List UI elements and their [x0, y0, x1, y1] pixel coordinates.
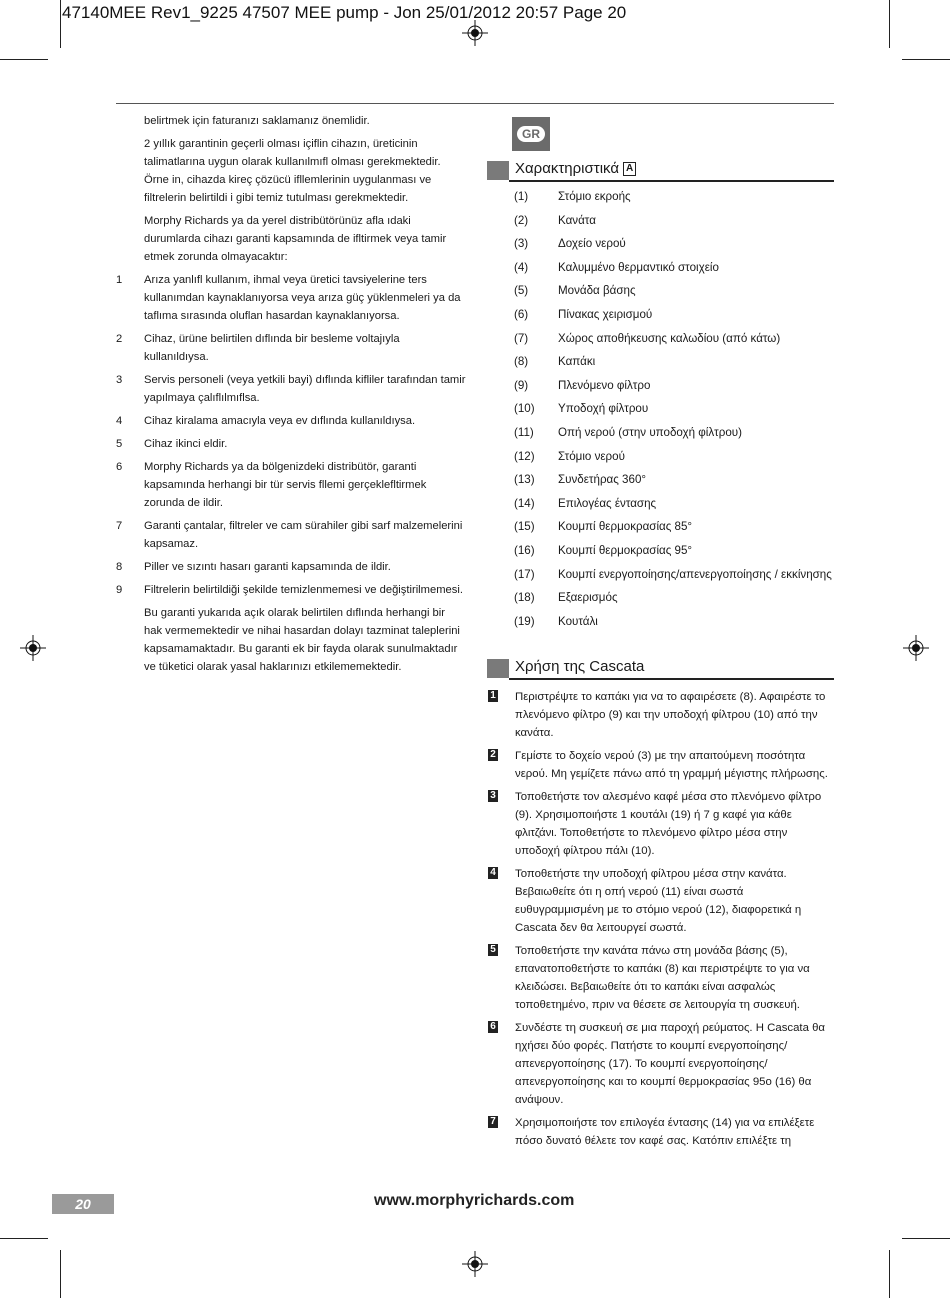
list-item — [116, 517, 466, 553]
feature-item — [514, 214, 844, 238]
step-item — [487, 1019, 834, 1109]
feature-item — [514, 591, 844, 615]
list-item — [116, 558, 466, 576]
step-text: Τοποθετήστε την υποδοχή φίλτρου μέσα στην κανάτα. Βεβαιωθείτε ότι η οπή νερού (11) είναι σωστά ευθυγραμμισμένη με το στόμιο νερού (12), διαφορετικά η Cascata δεν θα λειτουργεί σωστά. — [515, 868, 802, 934]
feature-item — [514, 426, 844, 450]
list-item — [116, 458, 466, 512]
list-number: 6 — [116, 461, 123, 473]
registration-mark-icon — [20, 635, 46, 661]
feature-number: (16) — [514, 543, 535, 557]
feature-label: Στόμιο εκροής — [558, 190, 631, 203]
usage-steps — [487, 688, 834, 1155]
feature-number: (6) — [514, 307, 529, 321]
feature-label: Πλενόμενο φίλτρο — [558, 378, 651, 392]
step-item — [487, 688, 834, 742]
feature-item — [514, 402, 844, 426]
feature-item — [514, 450, 844, 474]
list-text: Filtrelerin belirtildiği şekilde temizlenmemesi ve değiştirilmemesi. — [144, 584, 463, 596]
feature-item — [514, 615, 844, 639]
list-number: 1 — [116, 274, 123, 286]
list-item — [116, 271, 466, 325]
list-number: 9 — [116, 584, 123, 596]
warranty-column — [116, 112, 466, 681]
feature-item — [514, 237, 844, 261]
crop-mark — [0, 1238, 48, 1239]
step-text: Περιστρέψτε το καπάκι για να το αφαιρέσετε (8). Αφαιρέστε το πλενόμενο φίλτρο (9) και την υποδοχή φίλτρου (10) από την κανάτα. — [515, 691, 826, 739]
feature-number: (5) — [514, 284, 529, 298]
list-text: Garanti çantalar, filtreler ve cam sürahiler gibi sarf malzemelerini kapsamaz. — [144, 520, 463, 550]
feature-number: (8) — [514, 355, 529, 369]
paragraph: 2 yıllık garantinin geçerli olması içiflin cihazın, üreticinin talimatlarına uygun olarak kullanılmıfl olması gerekmektedir. Örne in, cihazda kireç çözücü ifllemlerinin uygulanması ve filtrelerin belirtildi i gibi temiz tutulması gerekmektedir. — [144, 138, 441, 204]
list-item — [116, 371, 466, 407]
section-title — [515, 160, 636, 178]
registration-mark-icon — [462, 20, 488, 46]
feature-item — [514, 544, 844, 568]
feature-number: (7) — [514, 331, 529, 345]
feature-label: Οπή νερού (στην υποδοχή φίλτρου) — [558, 425, 742, 439]
features-title: Χαρακτηριστικά — [515, 160, 620, 177]
feature-label: Επιλογέας έντασης — [558, 496, 657, 510]
feature-label: Κουμπί ενεργοποίησης/απενεργοποίησης / εκκίνησης — [558, 567, 832, 581]
step-item — [487, 747, 834, 783]
crop-mark — [902, 59, 950, 60]
list-item — [116, 435, 466, 453]
paragraph: belirtmek için faturanızı saklamanız önemlidir. — [144, 115, 370, 127]
feature-number: (2) — [514, 213, 529, 227]
feature-item — [514, 190, 844, 214]
closing-paragraph: Bu garanti yukarıda açık olarak belirtilen dıflında herhangi bir hak vermemektedir ve nihai hasardan dolayı tazminat taleplerini kapsamamaktadır. Bu garanti ek bir fayda olarak sunulmaktadır ve tüketici olarak yasal haklarınızı etkilememektedir. — [144, 607, 460, 673]
list-number: 8 — [116, 561, 123, 573]
heading-bar — [487, 659, 509, 678]
features-list — [514, 190, 844, 638]
list-number: 3 — [116, 374, 123, 386]
step-number: 7 — [488, 1116, 498, 1128]
feature-item — [514, 261, 844, 285]
step-text: Γεμίστε το δοχείο νερού (3) με την απαιτούμενη ποσότητα νερού. Μη γεμίζετε πάνω από τη γραμμή μέγιστης πλήρωσης. — [515, 750, 828, 780]
crop-mark — [60, 1250, 61, 1298]
heading-underline — [509, 180, 834, 182]
feature-number: (9) — [514, 378, 529, 392]
feature-label: Στόμιο νερού — [558, 449, 625, 463]
usage-title: Χρήση της Cascata — [515, 658, 645, 675]
features-heading — [487, 160, 834, 182]
step-item — [487, 1114, 834, 1150]
step-number: 5 — [488, 944, 498, 956]
figure-marker: A — [623, 162, 636, 176]
step-number: 4 — [488, 867, 498, 879]
feature-item — [514, 520, 844, 544]
print-slug: 47140MEE Rev1_9225 47507 MEE pump - Jon 25/01/2012 20:57 Page 20 — [62, 3, 627, 22]
step-item — [487, 942, 834, 1014]
website-link[interactable]: www.morphyrichards.com — [374, 1192, 575, 1209]
list-text: Arıza yanlıfl kullanım, ihmal veya üretici tavsiyelerine ters kullanımdan kaynaklanıyorsa veya arıza güç yüklenmeleri ya da taflıma sırasında oluflan hasardan kaynaklanıyorsa. — [144, 274, 461, 322]
step-text: Τοποθετήστε την κανάτα πάνω στη μονάδα βάσης (5), επανατοποθετήστε το καπάκι (8) και περιστρέψτε το για να κλειδώσει. Βεβαιωθείτε ότι το καπάκι είναι ασφαλώς τοποθετημένο, πριν να θέσετε σε λειτουργία τη συσκευή. — [515, 945, 810, 1011]
feature-item — [514, 473, 844, 497]
step-number: 2 — [488, 749, 498, 761]
list-item — [116, 412, 466, 430]
crop-mark — [889, 1250, 890, 1298]
feature-label: Καλυμμένο θερμαντικό στοιχείο — [558, 260, 719, 274]
feature-number: (19) — [514, 614, 535, 628]
step-item — [487, 865, 834, 937]
feature-label: Χώρος αποθήκευσης καλωδίου (από κάτω) — [558, 331, 781, 345]
list-item — [116, 330, 466, 366]
feature-number: (17) — [514, 567, 535, 581]
paragraph: Morphy Richards ya da yerel distribütörünüz afla ıdaki durumlarda cihazı garanti kapsamında de ifltirmek veya tamir etmek zorunda olmayacaktır: — [144, 215, 447, 263]
feature-item — [514, 284, 844, 308]
step-text: Συνδέστε τη συσκευή σε μια παροχή ρεύματος. Η Cascata θα ηχήσει δύο φορές. Πατήστε το κουμπί ενεργοποίησης/απενεργοποίησης (17). Το κουμπί ενεργοποίησης/απενεργοποίησης και το κουμπί θερμοκρασίας 95ο (16) θα ανάψουν. — [515, 1022, 826, 1106]
usage-heading — [487, 658, 834, 680]
step-text: Χρησιμοποιήστε τον επιλογέα έντασης (14) για να επιλέξετε πόσο δυνατό θέλετε τον καφέ σας. Κατόπιν επιλέξτε τη — [515, 1117, 815, 1147]
list-text: Piller ve sızıntı hasarı garanti kapsamında de ildir. — [144, 561, 391, 573]
feature-label: Εξαερισμός — [558, 591, 618, 605]
crop-mark — [889, 0, 890, 48]
feature-number: (13) — [514, 473, 535, 487]
language-badge — [512, 117, 550, 151]
crop-mark — [902, 1238, 950, 1239]
feature-number: (11) — [514, 425, 534, 439]
crop-mark — [0, 59, 48, 60]
list-text: Cihaz, ürüne belirtilen dıflında bir besleme voltajıyla kullanıldıysa. — [144, 333, 400, 363]
step-number: 6 — [488, 1021, 498, 1033]
list-number: 7 — [116, 520, 123, 532]
feature-label: Κουμπί θερμοκρασίας 95° — [558, 543, 693, 557]
feature-item — [514, 497, 844, 521]
step-text: Τοποθετήστε τον αλεσμένο καφέ μέσα στο πλενόμενο φίλτρο (9). Χρησιμοποιήστε 1 κουτάλι (19) ή 7 g καφέ για κάθε φλιτζάνι. Τοποθετήστε το πλενόμενο φίλτρο μέσα στην υποδοχή φίλτρου πάλι (10). — [515, 791, 822, 857]
step-item — [487, 788, 834, 860]
feature-label: Υποδοχή φίλτρου — [558, 402, 649, 416]
feature-item — [514, 355, 844, 379]
registration-mark-icon — [903, 635, 929, 661]
feature-label: Μονάδα βάσης — [558, 284, 636, 298]
feature-item — [514, 568, 844, 592]
feature-number: (10) — [514, 402, 535, 416]
heading-bar — [487, 161, 509, 180]
list-number: 4 — [116, 415, 123, 427]
feature-number: (12) — [514, 449, 535, 463]
crop-mark — [60, 0, 61, 48]
list-text: Morphy Richards ya da bölgenizdeki distribütör, garanti kapsamında herhangi bir tür servis fllemi gerçeklefltirmek zorunda de ildir. — [144, 461, 427, 509]
feature-number: (1) — [514, 190, 529, 203]
feature-item — [514, 379, 844, 403]
feature-item — [514, 308, 844, 332]
heading-underline — [509, 678, 834, 680]
list-number: 2 — [116, 333, 123, 345]
feature-number: (15) — [514, 520, 535, 534]
feature-number: (14) — [514, 496, 535, 510]
list-text: Servis personeli (veya yetkili bayi) dıflında kifliler tarafından tamir yapılmaya çalıflılmıflsa. — [144, 374, 466, 404]
exclusions-list — [116, 271, 466, 599]
feature-item — [514, 332, 844, 356]
feature-label: Κουμπί θερμοκρασίας 85° — [558, 520, 693, 534]
feature-label: Συνδετήρας 360° — [558, 473, 647, 487]
registration-mark-icon — [462, 1251, 488, 1277]
top-rule — [116, 103, 834, 104]
step-number: 1 — [488, 690, 498, 702]
feature-label: Πίνακας χειρισμού — [558, 307, 653, 321]
feature-label: Καπάκι — [558, 355, 596, 369]
list-item — [116, 581, 466, 599]
list-text: Cihaz ikinci eldir. — [144, 438, 228, 450]
language-code: GR — [517, 126, 545, 142]
step-number: 3 — [488, 790, 498, 802]
list-text: Cihaz kiralama amacıyla veya ev dıflında kullanıldıysa. — [144, 415, 416, 427]
feature-number: (3) — [514, 237, 529, 251]
feature-label: Κανάτα — [558, 213, 596, 227]
feature-number: (4) — [514, 260, 529, 274]
feature-label: Κουτάλι — [558, 614, 598, 628]
list-number: 5 — [116, 438, 123, 450]
feature-number: (18) — [514, 591, 535, 605]
page-number: 20 — [52, 1194, 114, 1214]
feature-label: Δοχείο νερού — [558, 237, 626, 251]
